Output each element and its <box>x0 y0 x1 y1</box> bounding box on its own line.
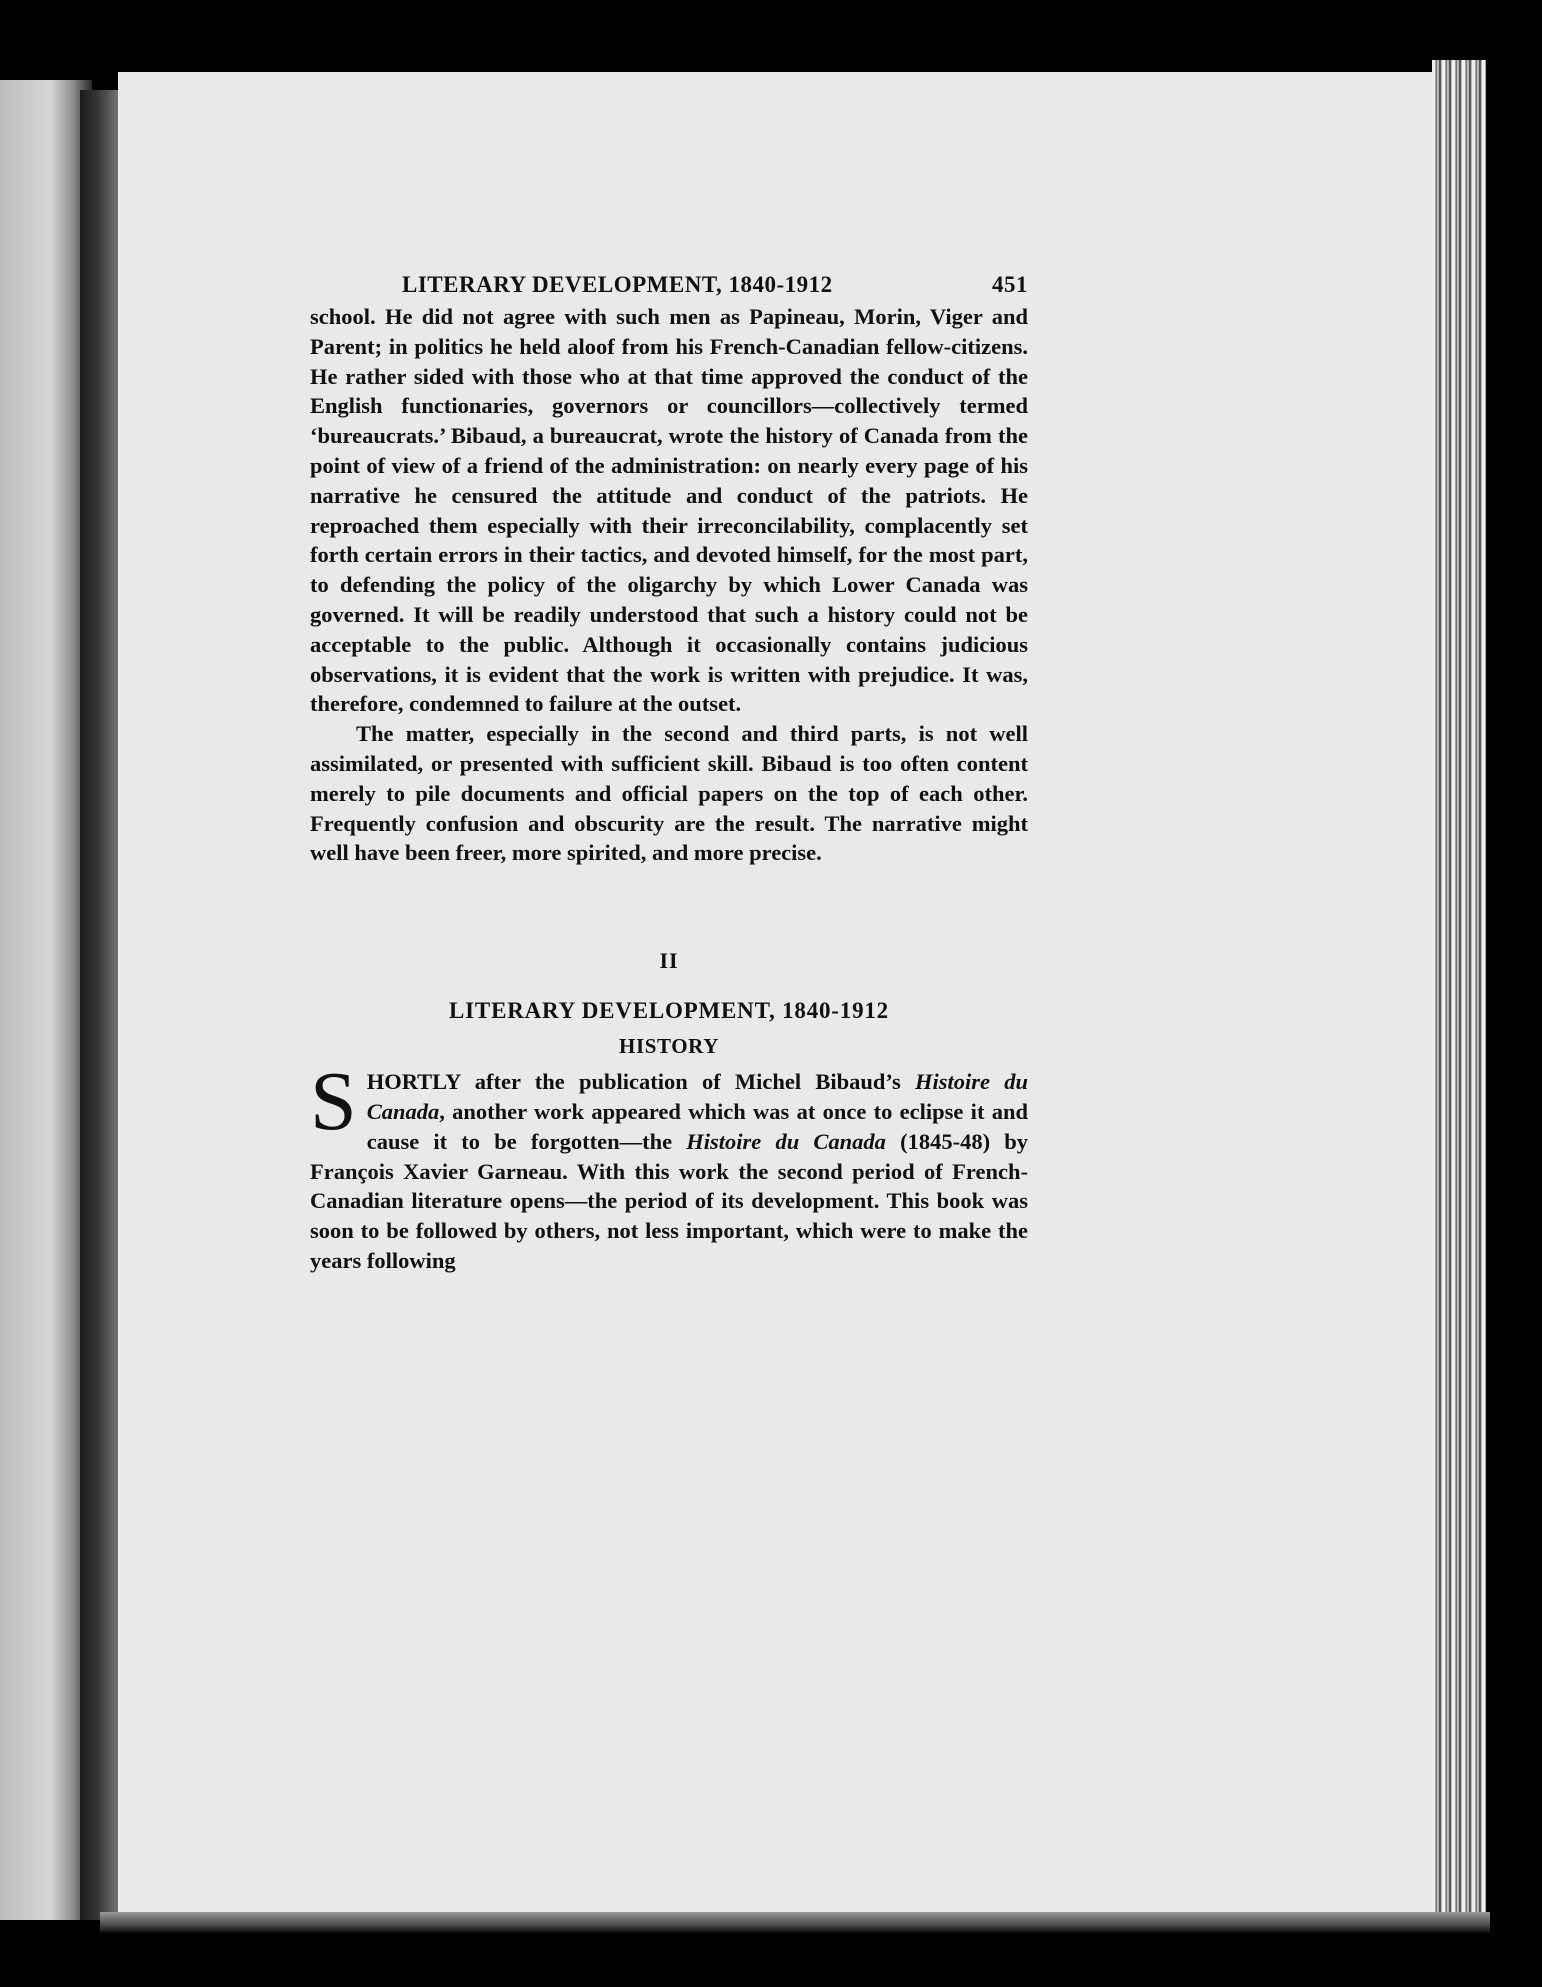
page-content <box>310 272 1028 1276</box>
page-bottom-edge <box>100 1912 1490 1934</box>
running-head-title: LITERARY DEVELOPMENT, 1840-1912 <box>402 272 833 297</box>
page-stack-edge <box>1432 60 1486 1930</box>
paragraph-3 <box>310 1055 1028 1276</box>
paragraph-3-text-3: (1845-48) by François Xavier Garneau. With this work the second period of French-Canadian literature opens—the period of its development. This book was soon to be followed by others, not less important, which were to make the years following <box>310 1128 1028 1273</box>
paragraph-3-text-2: , another work appeared which was at once to eclipse it and cause it to be forgotten—the <box>366 1098 1028 1154</box>
section-subtitle: HISTORY <box>619 1034 719 1059</box>
running-head <box>310 272 1028 298</box>
drop-cap: S <box>310 1055 357 1149</box>
left-page-edge <box>0 80 92 1920</box>
book-gutter <box>80 90 120 1920</box>
paragraph-1: school. He did not agree with such men as Papineau, Morin, Viger and Parent; in politics he held aloof from his French-Canadian fellow-citizens. He rather sided with those who at that time approved the conduct of the English functionaries, governors or councillors—collectively termed ‘bureaucrats.’ Bibaud, a bureaucrat, wrote the history of Canada from the point of view of a friend of the administration: on nearly every page of his narrative he censured the attitude and conduct of the patriots. He reproached them especially with their irreconcilability, complacently set forth certain errors in their tactics, and devoted himself, for the most part, to defending the policy of the oligarchy by which Lower Canada was governed. It will be readily understood that such a history could not be acceptable to the public. Although it occasionally contains judicious observations, it is evident that the work is written with prejudice. It was, therefore, condemned to failure at the outset. <box>310 304 1028 717</box>
book-title-italic-2: Histoire du Canada <box>686 1128 886 1154</box>
section-number: II <box>659 948 679 974</box>
paragraph-2: The matter, especially in the second and third parts, is not well assimilated, or presented with sufficient skill. Bibaud is too often content merely to pile documents and official papers on the top of each other. Frequently confusion and obscurity are the result. The narrative might well have been freer, more spirited, and more precise. <box>310 721 1028 866</box>
page-number: 451 <box>992 272 1028 297</box>
paragraph-3-text-1: HORTLY after the publication of Michel Bibaud’s <box>366 1069 916 1095</box>
book-title-italic-1: Histoire du Canada <box>366 1069 1028 1124</box>
section-title: LITERARY DEVELOPMENT, 1840-1912 <box>449 998 889 1024</box>
